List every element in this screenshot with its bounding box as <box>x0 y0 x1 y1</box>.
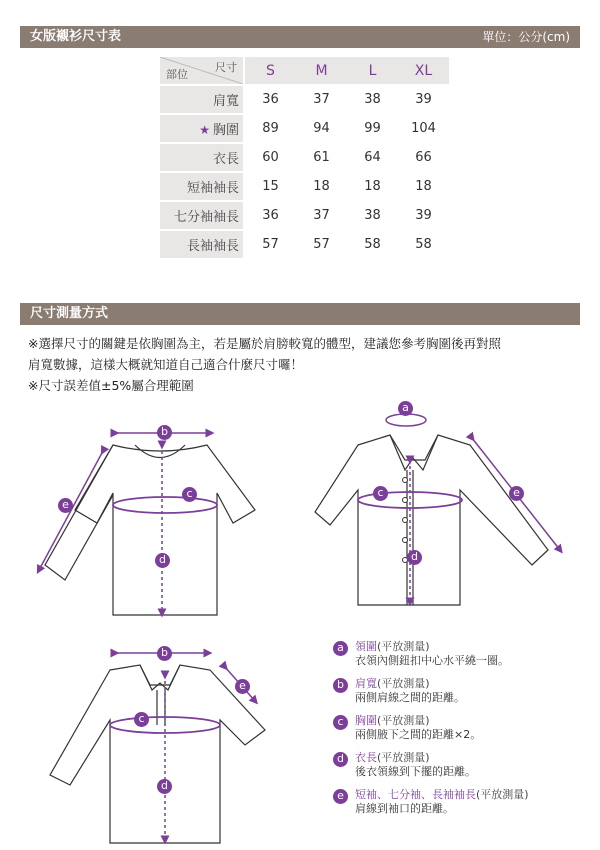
table-cell: 18 <box>296 172 347 201</box>
corner-part-label: 部位 <box>166 68 188 81</box>
table-cell: 18 <box>347 172 398 201</box>
table-row <box>160 201 449 230</box>
legend-desc: 兩側肩線之間的距離。 <box>355 691 465 704</box>
table-header-row <box>160 57 449 85</box>
size-table <box>160 57 449 260</box>
measure-method-header <box>20 303 580 325</box>
legend-item-a <box>333 640 529 668</box>
legend-paren: (平放測量) <box>377 640 430 653</box>
table-row <box>160 114 449 143</box>
legend-item-c <box>333 714 529 742</box>
row-label: 七分袖袖長 <box>160 201 244 230</box>
table-cell: 39 <box>398 201 449 230</box>
note-line-2: ※尺寸誤差值±5%屬合理範圍 <box>28 378 194 393</box>
legend-item-b <box>333 677 529 705</box>
legend-desc: 兩側腋下之間的距離×2。 <box>355 728 482 741</box>
star-icon: ★ <box>199 123 210 137</box>
table-cell: 36 <box>244 201 296 230</box>
table-cell: 38 <box>347 201 398 230</box>
size-header-s: S <box>244 57 296 85</box>
table-cell: 89 <box>244 114 296 143</box>
measure-notes <box>28 333 578 396</box>
table-cell: 94 <box>296 114 347 143</box>
row-label: 胸圍 <box>212 123 239 138</box>
table-cell: 57 <box>296 230 347 259</box>
table-cell: 39 <box>398 85 449 114</box>
corner-size-label: 尺寸 <box>215 61 237 74</box>
legend-item-d <box>333 751 529 779</box>
legend-title: 衣長 <box>355 751 377 764</box>
unit-label: 單位：公分(cm) <box>482 30 570 44</box>
table-row <box>160 172 449 201</box>
legend-title: 胸圍 <box>355 714 377 727</box>
legend-title: 短袖、七分袖、長袖袖長 <box>355 788 476 801</box>
legend-desc: 衣領內側鈕扣中心水平繞一圈。 <box>355 654 509 667</box>
legend-title: 領圍 <box>355 640 377 653</box>
legend-badge-c: c <box>333 715 348 730</box>
table-corner <box>160 57 244 85</box>
legend-paren: (平放測量) <box>377 714 430 727</box>
legend-badge-d: d <box>333 752 348 767</box>
measure-legend <box>333 640 529 825</box>
marker-a: a <box>398 401 413 416</box>
size-chart-header <box>20 26 580 48</box>
table-cell: 58 <box>347 230 398 259</box>
short-sleeve-diagram <box>25 415 275 620</box>
marker-d: d <box>157 779 172 794</box>
table-cell: 61 <box>296 143 347 172</box>
table-cell: 15 <box>244 172 296 201</box>
marker-d: d <box>155 553 170 568</box>
legend-item-e <box>333 788 529 816</box>
table-cell: 18 <box>398 172 449 201</box>
legend-badge-b: b <box>333 678 348 693</box>
measure-method-title: 尺寸測量方式 <box>30 306 109 321</box>
legend-paren: (平放測量) <box>377 677 430 690</box>
table-row <box>160 230 449 259</box>
legend-title: 肩寬 <box>355 677 377 690</box>
marker-e: e <box>235 679 250 694</box>
marker-c: c <box>373 486 388 501</box>
table-cell: 99 <box>347 114 398 143</box>
note-line-1: ※選擇尺寸的關鍵是依胸圍為主，若是屬於肩膀較寬的體型，建議您參考胸圍後再對照 <box>28 336 501 351</box>
row-label: 衣長 <box>160 143 244 172</box>
table-cell: 38 <box>347 85 398 114</box>
legend-badge-a: a <box>333 641 348 656</box>
legend-desc: 肩線到袖口的距離。 <box>355 802 454 815</box>
marker-b: b <box>157 646 172 661</box>
polo-shirt-diagram <box>40 645 290 845</box>
size-header-m: M <box>296 57 347 85</box>
table-cell: 37 <box>296 85 347 114</box>
long-sleeve-shirt-diagram <box>310 400 580 610</box>
legend-desc: 後衣領線到下擺的距離。 <box>355 765 476 778</box>
size-header-xl: XL <box>398 57 449 85</box>
note-line-1b: 肩寬數據，這樣大概就知道自己適合什麼尺寸囉！ <box>28 357 304 372</box>
row-label-chest <box>160 114 244 143</box>
marker-b: b <box>157 425 172 440</box>
marker-d: d <box>407 550 422 565</box>
size-header-l: L <box>347 57 398 85</box>
table-cell: 37 <box>296 201 347 230</box>
legend-paren: (平放測量) <box>377 751 430 764</box>
table-cell: 104 <box>398 114 449 143</box>
table-row <box>160 85 449 114</box>
table-cell: 60 <box>244 143 296 172</box>
row-label: 短袖袖長 <box>160 172 244 201</box>
marker-e: e <box>509 486 524 501</box>
table-cell: 58 <box>398 230 449 259</box>
table-cell: 57 <box>244 230 296 259</box>
legend-paren: (平放測量) <box>476 788 529 801</box>
marker-e: e <box>58 498 73 513</box>
row-label: 肩寬 <box>160 85 244 114</box>
table-cell: 64 <box>347 143 398 172</box>
row-label: 長袖袖長 <box>160 230 244 259</box>
marker-c: c <box>134 712 149 727</box>
legend-badge-e: e <box>333 789 348 804</box>
marker-c: c <box>182 487 197 502</box>
table-cell: 36 <box>244 85 296 114</box>
table-cell: 66 <box>398 143 449 172</box>
table-row <box>160 143 449 172</box>
size-chart-title: 女版襯衫尺寸表 <box>30 29 122 44</box>
